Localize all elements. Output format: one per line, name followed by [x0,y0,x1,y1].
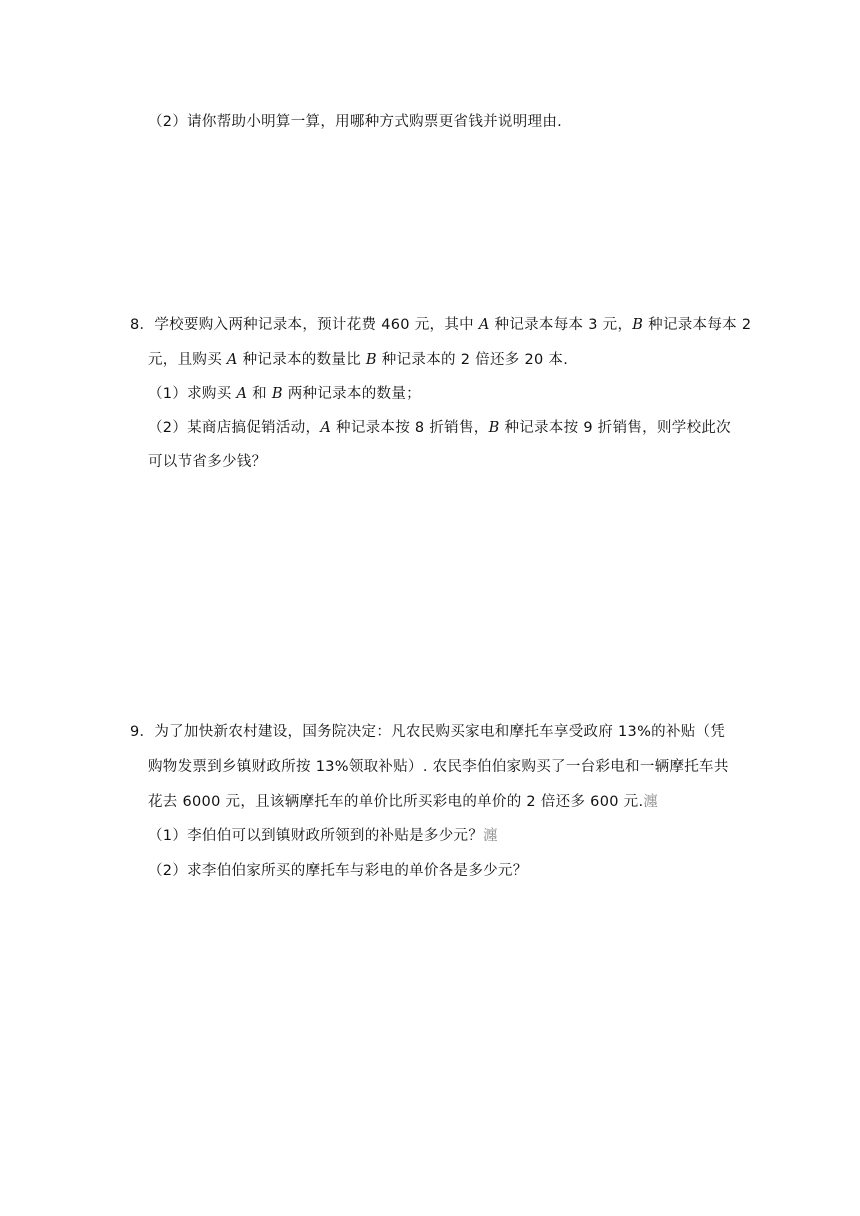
q8-text: 学校要购入两种记录本，预计花费 460 元，其中 [154,317,479,333]
variable-b: B [488,420,500,436]
q8-line2 [148,350,568,370]
q9-line1 [130,722,725,742]
variable-a: A [236,386,248,402]
q7-part2-text: （2）请你帮助小明算一算，用哪种方式购票更省钱并说明理由. [148,114,563,130]
q9-line2 [148,757,729,777]
q7-part2 [148,112,562,132]
q8-text: 种记录本每本 2 [643,317,752,333]
variable-b: B [632,317,644,333]
q8-line1 [130,315,751,335]
variable-a: A [320,420,332,436]
q9-part1-text: （1）李伯伯可以到镇财政所领到的补贴是多少元？ [148,828,484,844]
q9-line3 [148,792,658,812]
q9-text: 为了加快新农村建设，国务院决定：凡农民购买家电和摩托车享受政府 13%的补贴（凭 [154,724,726,740]
q8-part2-line1 [148,418,731,438]
q8-part2-text: 可以节省多少钱？ [148,454,267,470]
q8-part2-text: 种记录本按 8 折销售， [331,420,489,436]
variable-b: B [365,352,377,368]
q8-part2-text: 种记录本按 9 折销售，则学校此次 [499,420,731,436]
q9-part2 [148,861,528,881]
watermark-glyph: 瀍 [483,828,498,844]
q8-part1-text: （1）求购买 [148,386,237,402]
q8-part1-text: 和 [247,386,272,402]
q8-text: 种记录本的 2 倍还多 20 本. [376,352,569,368]
variable-a: A [478,317,490,333]
q8-text: 种记录本每本 3 元， [489,317,633,333]
watermark-glyph: 瀍 [643,794,659,810]
q9-text: 购物发票到乡镇财政所按 13%领取补贴）. 农民李伯伯家购买了一台彩电和一辆摩托车共 [148,759,729,775]
q9-text: 花去 6000 元，且该辆摩托车的单价比所买彩电的单价的 2 倍还多 600 元. [148,794,644,810]
q8-text: 元，且购买 [148,352,227,368]
q9-number: 9． [130,724,155,740]
q8-part2-text: （2）某商店搞促销活动， [148,420,321,436]
q8-part1 [148,384,421,404]
q8-text: 种记录本的数量比 [237,352,366,368]
variable-b: B [271,386,283,402]
q8-number: 8． [130,317,155,333]
q9-part1 [148,826,498,846]
q8-part1-text: 两种记录本的数量； [282,386,421,402]
q9-part2-text: （2）求李伯伯家所买的摩托车与彩电的单价各是多少元？ [148,863,528,879]
variable-a: A [226,352,238,368]
q8-part2-line2 [148,452,266,472]
